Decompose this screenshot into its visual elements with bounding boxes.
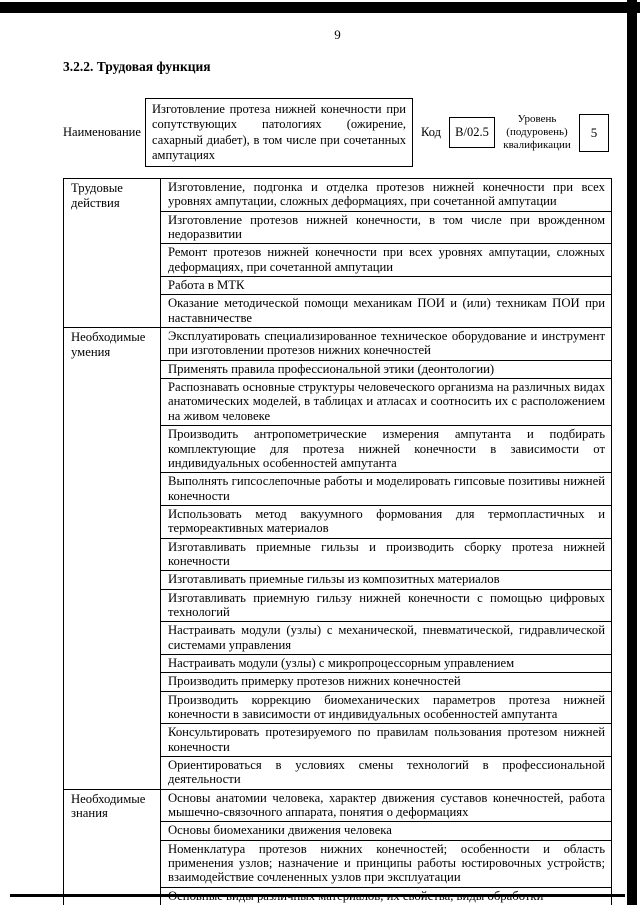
- table-row: Изготавливать приемные гильзы и производить сборку протеза нижней конечности: [161, 539, 611, 572]
- table-row: Изготавливать приемные гильзы из композитных материалов: [161, 571, 611, 589]
- table-section: [64, 328, 611, 790]
- section-label: Необходимые умения: [64, 328, 161, 789]
- function-details-table: [63, 178, 612, 905]
- table-row: Основные виды различных материалов, их свойства, виды обработки: [168, 888, 544, 903]
- table-row: Оказание методической помощи механикам ПОИ и (или) техникам ПОИ при наставничестве: [168, 296, 605, 325]
- level-value: 5: [579, 114, 609, 152]
- section-items: [161, 328, 611, 789]
- section-items: [161, 179, 611, 327]
- table-row: Производить примерку протезов нижних конечностей: [161, 673, 611, 691]
- name-label: Наименование: [63, 125, 141, 139]
- name-value: Изготовление протеза нижней конечности при сопутствующих патологиях (ожирение, сахарный диабет), в том числе при сочетанных ампутациях: [145, 98, 413, 167]
- table-row: Работа в МТК: [161, 277, 611, 295]
- section-heading: 3.2.2. Трудовая функция: [63, 59, 211, 74]
- table-section: [64, 790, 611, 905]
- code-value: В/02.5: [449, 117, 495, 148]
- table-row: Распознавать основные структуры человеческого организма на различных видах анатомических моделей, в таблицах и атласах и соотносить их с расположением на живом человеке: [161, 379, 611, 426]
- table-row: Производить антропометрические измерения ампутанта и подбирать комплектующие для протеза нижней конечности в зависимости от индивидуальных особенностей ампутанта: [161, 426, 611, 473]
- page-number: 9: [334, 27, 341, 42]
- table-row: Производить коррекцию биомеханических параметров протеза нижней конечности в зависимости от индивидуальных особенностей ампутанта: [161, 692, 611, 725]
- section-items: [161, 790, 611, 905]
- table-row: Настраивать модули (узлы) с микропроцессорным управлением: [161, 655, 611, 673]
- table-row: Ориентироваться в условиях смены технологий в профессиональной деятельности: [168, 758, 605, 787]
- section-label: Трудовые действия: [64, 179, 161, 327]
- table-row: Эксплуатировать специализированное техническое оборудование и инструмент при изготовлении протезов нижних конечностей: [161, 328, 611, 361]
- level-label: Уровень (подуровень) квалификации: [503, 113, 571, 151]
- page-content: [63, 0, 612, 905]
- table-row: Консультировать протезируемого по правилам пользования протезом нижней конечности: [161, 724, 611, 757]
- table-row: Номенклатура протезов нижних конечностей; особенности и область применения узлов; назначение и принципы работы юстировочных устройств; взаимодействие сочлененных узлов при эксплуатации: [161, 841, 611, 888]
- table-row: Ремонт протезов нижней конечности при всех уровнях ампутации, сложных деформациях, при сочетанной ампутации: [161, 244, 611, 277]
- table-row: Изготавливать приемную гильзу нижней конечности с помощью цифровых технологий: [161, 590, 611, 623]
- table-row: Настраивать модули (узлы) с механической, пневматической, гидравлической системами управления: [161, 622, 611, 655]
- table-section: [64, 179, 611, 328]
- table-row: Выполнять гипсослепочные работы и моделировать гипсовые позитивы нижней конечности: [161, 473, 611, 506]
- scan-artifact-right: [627, 0, 637, 905]
- table-row: Использовать метод вакуумного формования для термопластичных и термореактивных материалов: [161, 506, 611, 539]
- table-row: Основы биомеханики движения человека: [161, 822, 611, 840]
- table-row: Применять правила профессиональной этики (деонтологии): [161, 361, 611, 379]
- table-row: Основы анатомии человека, характер движения суставов конечностей, работа мышечно-связочного аппарата, понятия о деформациях: [161, 790, 611, 823]
- code-label: Код: [421, 125, 441, 139]
- function-header-table: [63, 98, 612, 167]
- section-label: Необходимые знания: [64, 790, 161, 905]
- table-row: Изготовление протезов нижней конечности, в том числе при врожденном недоразвитии: [161, 212, 611, 245]
- table-row: Изготовление, подгонка и отделка протезов нижней конечности при всех уровнях ампутации, сложных деформациях, при сочетанной ампутации: [161, 179, 611, 212]
